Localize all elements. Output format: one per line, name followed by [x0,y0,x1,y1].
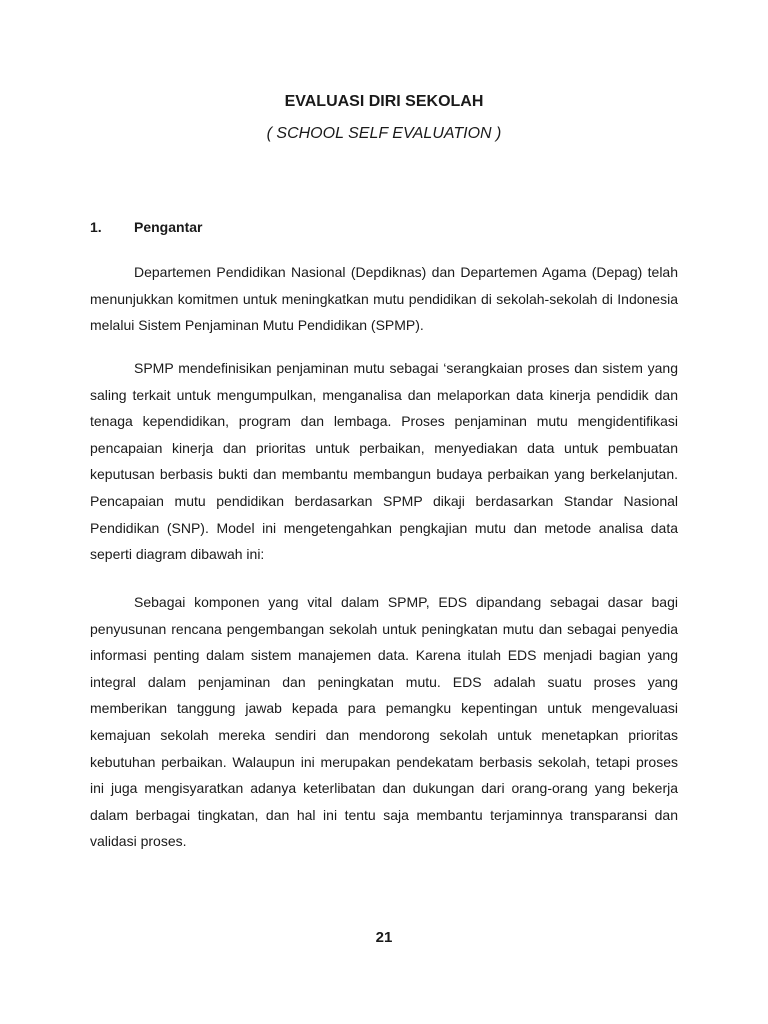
section-number: 1. [90,219,102,235]
document-title: EVALUASI DIRI SEKOLAH [284,93,484,110]
paragraph-intro: Departemen Pendidikan Nasional (Depdiknas) dan Departemen Agama (Depag) telah menunjukkan komitmen untuk meningkatkan mutu pendidikan di sekolah-sekolah di Indonesia melalui Sistem Penjaminan Mutu Pendidikan (SPMP). [90,264,678,334]
paragraph-eds-component: Sebagai komponen yang vital dalam SPMP, EDS dipandang sebagai dasar bagi penyusunan rencana pengembangan sekolah untuk peningkatan mutu dan sebagai penyedia informasi penting dalam sistem manajemen data. Karena itulah EDS menjadi bagian yang integral dalam penjaminan dan peningkatan mutu. EDS adalah suatu proses yang memberikan tanggung jawab kepada para pemangku kepentingan untuk mengevaluasi kemajuan sekolah mereka sendiri dan mendorong sekolah untuk menetapkan prioritas kebutuhan perbaikan. Walaupun ini merupakan pendekatam berbasis sekolah, tetapi proses ini juga mengisyaratkan adanya keterlibatan dan dukungan dari orang-orang yang bekerja dalam berbagai tingkatan, dan hal ini tentu saja membantu terjaminnya transparansi dan validasi proses. [90,594,678,850]
section-title: Pengantar [134,219,203,235]
document-subtitle: ( SCHOOL SELF EVALUATION ) [266,125,502,142]
page-number: 21 [375,929,393,946]
paragraph-spmp-definition: SPMP mendefinisikan penjaminan mutu sebagai ‘serangkaian proses dan sistem yang saling terkait untuk mengumpulkan, menganalisa dan melaporkan data kinerja pendidik dan tenaga kependidikan, program dan lembaga. Proses penjaminan mutu mengidentifikasi pencapaian kinerja dan prioritas untuk perbaikan, menyediakan data untuk pembuatan keputusan berbasis bukti dan membantu membangun budaya perbaikan yang berkelanjutan. Pencapaian mutu pendidikan berdasarkan SPMP dikaji berdasarkan Standar Nasional Pendidikan (SNP). Model ini mengetengahkan pengkajian mutu dan metode analisa data seperti diagram dibawah ini: [90,360,678,563]
section-heading [90,217,202,237]
